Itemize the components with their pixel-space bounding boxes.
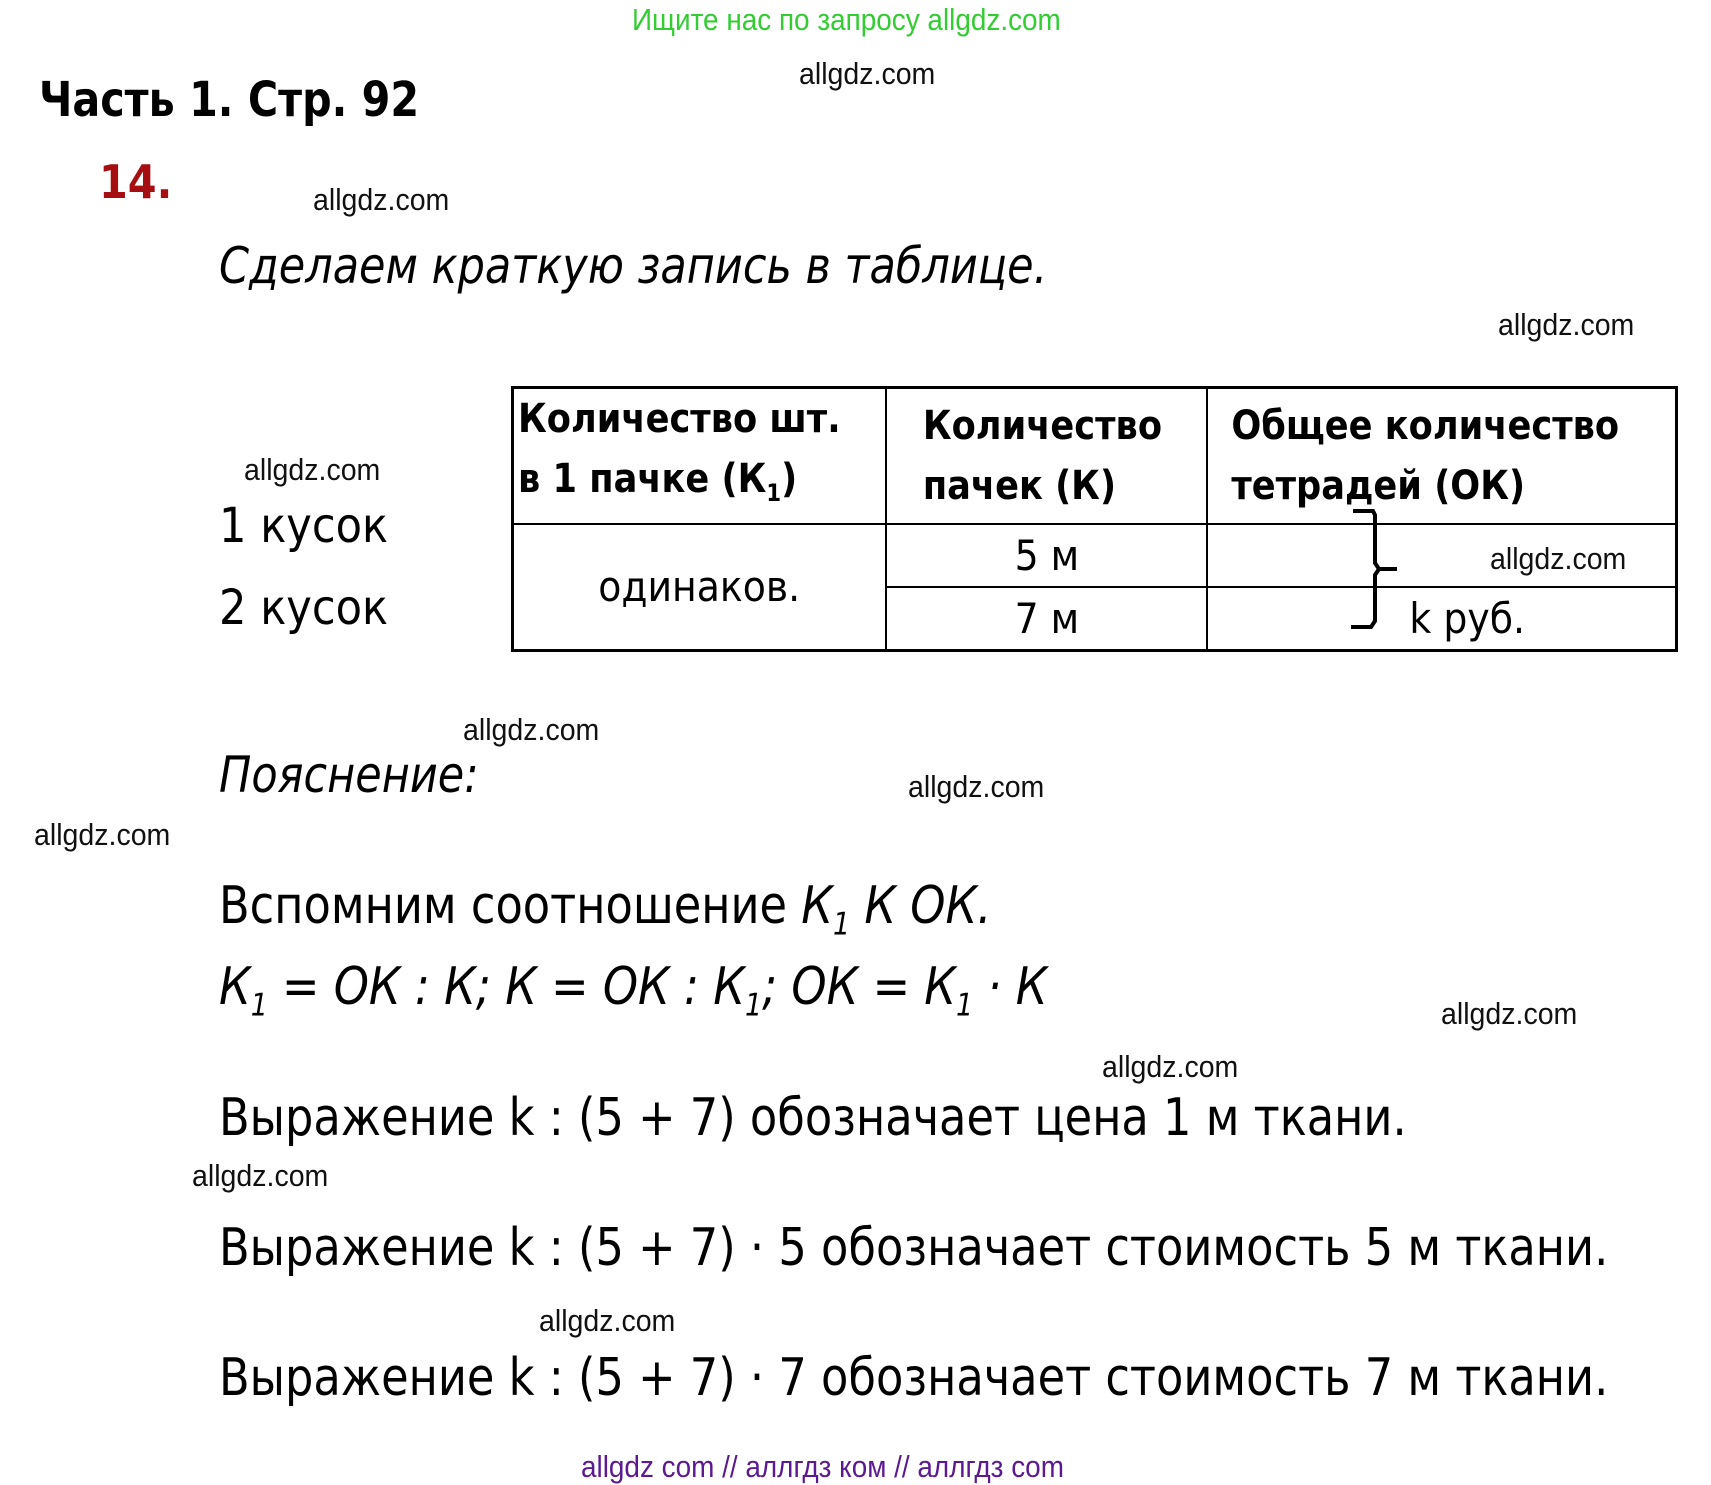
explanation-label: Пояснение: xyxy=(219,746,479,804)
page-title: Часть 1. Стр. 92 xyxy=(39,72,420,128)
recall-line: Вспомним соотношение $К_1$ К ОК. xyxy=(219,876,992,943)
task-number: 14. xyxy=(99,155,173,209)
expression-line-1: Выражение k : (5 + 7) обозначает цена 1 м ткани. xyxy=(219,1088,1407,1148)
intro-text: Сделаем краткую запись в таблице. xyxy=(219,237,1048,295)
header-k: Количество пачек (К) xyxy=(886,388,1208,525)
expression-line-3: Выражение k : (5 + 7) · 7 обозначает стоимость 7 м ткани. xyxy=(219,1348,1609,1408)
watermark: allgdz.com xyxy=(1441,996,1578,1031)
watermark: allgdz.com xyxy=(1102,1049,1239,1084)
brace-icon xyxy=(1345,505,1415,635)
watermark: allgdz.com xyxy=(908,769,1045,804)
watermark: allgdz.com xyxy=(799,56,936,91)
row-label-1: 1 кусок xyxy=(219,498,389,554)
header-ad-link[interactable]: Ищите нас по запросу allgdz.com xyxy=(632,2,1061,37)
cell-k1-value: одинаков. xyxy=(513,524,886,650)
watermark: allgdz.com xyxy=(34,817,171,852)
cell-k-value-2: 7 м xyxy=(886,587,1208,650)
watermark: allgdz.com xyxy=(1498,307,1635,342)
cell-ok-value-2: k руб. xyxy=(1207,587,1676,650)
watermark: allgdz.com xyxy=(192,1158,329,1193)
header-k1: Количество шт. в 1 пачке $(К_1)$ xyxy=(513,388,886,525)
row-label-2: 2 кусок xyxy=(219,580,389,636)
footer-links[interactable]: allgdz com // аллгдз ком // аллгдз com xyxy=(581,1449,1064,1484)
watermark: allgdz.com xyxy=(313,182,450,217)
watermark: allgdz.com xyxy=(463,712,600,747)
header-ok: Общее количество тетрадей (ОК) xyxy=(1207,388,1676,525)
formula-line: $К_1$ = ОК : К; К = ОК : $К_1$; ОК = $К_1 \cdot К$ xyxy=(219,957,1048,1024)
expression-line-2: Выражение k : (5 + 7) · 5 обозначает стоимость 5 м ткани. xyxy=(219,1218,1609,1278)
watermark: allgdz.com xyxy=(1490,541,1627,576)
summary-table xyxy=(511,386,1678,652)
watermark: allgdz.com xyxy=(539,1303,676,1338)
watermark: allgdz.com xyxy=(244,452,381,487)
cell-k-value-1: 5 м xyxy=(886,524,1208,587)
